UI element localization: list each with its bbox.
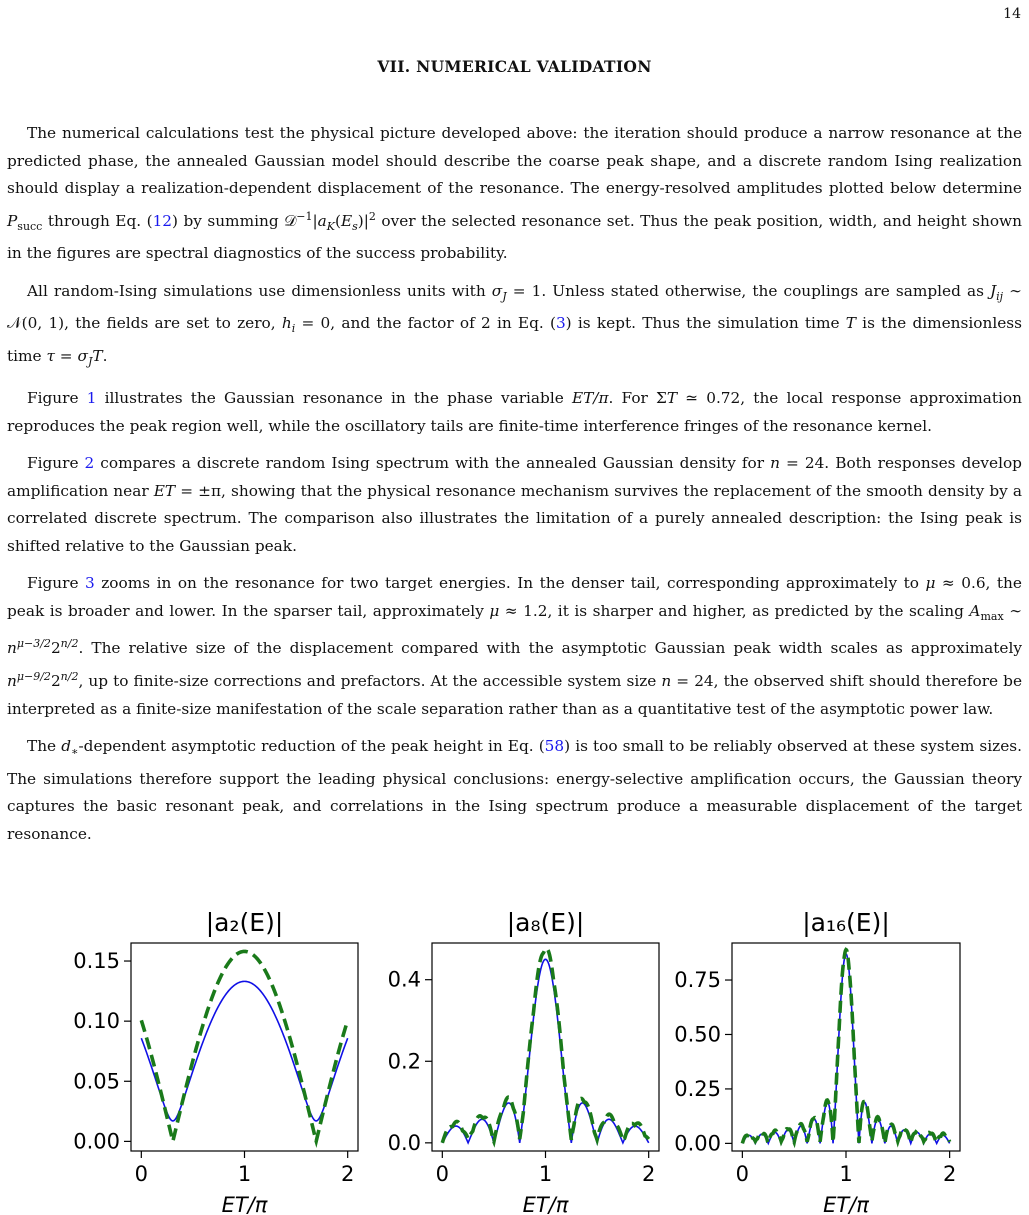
text-run: ≈ 1.2, it is sharper and higher, as predicted by the scaling (499, 601, 970, 620)
text-run: ∗ (71, 745, 79, 759)
paragraph (7, 450, 1022, 560)
body-text (7, 120, 1022, 858)
text-run: ) is kept. Thus the simulation time (565, 314, 846, 333)
text-run: . (102, 346, 108, 365)
paragraph (7, 385, 1022, 440)
text-run: n (7, 639, 17, 658)
page-number: 14 (1003, 6, 1021, 22)
text-run: The (27, 737, 62, 756)
x-tick-label: 2 (942, 1162, 957, 1186)
text-run: | (312, 211, 318, 230)
x-tick-label: 0 (134, 1162, 149, 1186)
x-tick-label: 1 (538, 1162, 553, 1186)
text-run: All random-Ising simulations use dimensionless units with (27, 281, 492, 300)
text-run: n (7, 672, 17, 691)
y-tick-label: 0.4 (387, 967, 421, 992)
text-run: J (502, 289, 507, 303)
equation-reference[interactable]: 3 (555, 314, 566, 333)
text-run: μ−9/2 (16, 669, 51, 683)
text-run: The numerical calculations test the physical picture developed above: the iteration should produce a narrow resonance at the predicted phase, the annealed Gaussian model should describe the coarse peak shape, and a discrete random Ising realization should display a realization-dependent displacement of the resonance. The energy-resolved amplitudes plotted below determine (7, 124, 1022, 197)
text-run: Figure (27, 454, 85, 473)
chart-2 (674, 908, 960, 1215)
plot-frame (432, 943, 659, 1151)
text-run: s (352, 219, 358, 233)
text-run: ( (335, 211, 341, 230)
text-run: = 1. Unless stated otherwise, the couplings are sampled as (506, 281, 990, 300)
text-run: ≈ 0.6, the peak is broader and lower. In the sparser tail, approximately (7, 574, 1022, 620)
text-run: ET (153, 481, 176, 500)
text-run: μ−3/2 (16, 637, 51, 651)
text-run: μ (489, 601, 500, 620)
text-run: max (980, 609, 1004, 623)
text-run: = 24. Both responses develop amplification near (7, 454, 1022, 500)
text-run: succ (17, 219, 43, 233)
y-tick-label: 0.50 (674, 1022, 721, 1047)
text-run: i (291, 322, 296, 336)
x-tick-label: 2 (641, 1162, 656, 1186)
text-run: J (990, 281, 997, 300)
text-run: )| (357, 211, 369, 230)
text-run: = 24, the observed shift should therefore be interpreted as a finite-size manifestation of the scale separation rather than as a quantitative test of the asymptotic power law. (7, 672, 1022, 718)
text-run: 2 (368, 209, 376, 223)
text-run: illustrates the Gaussian resonance in the phase variable (96, 389, 572, 408)
chart-title: |a₁₆(E)| (802, 908, 890, 937)
text-run: J (87, 354, 93, 368)
y-tick-label: 0.00 (73, 1129, 120, 1154)
text-run: K (326, 219, 335, 233)
chart-0 (73, 908, 358, 1215)
text-run: ij (996, 289, 1004, 303)
text-run: a (317, 211, 327, 230)
paragraph (7, 733, 1022, 848)
series-line-1 (442, 948, 648, 1142)
y-tick-label: 0.75 (674, 968, 721, 993)
text-run: τ (46, 346, 55, 365)
text-run: compares a discrete random Ising spectrum with the annealed Gaussian density for (94, 454, 771, 473)
text-run: ≃ 0.72, the local response approximation reproduces the peak region well, while the oscillatory tails are finite-time interference fringes of the resonance kernel. (7, 389, 1022, 435)
equation-reference[interactable]: 1 (86, 389, 97, 408)
text-run: . For Σ (608, 389, 667, 408)
equation-reference[interactable]: 3 (85, 574, 95, 593)
y-tick-label: 0.25 (674, 1076, 721, 1101)
text-run: n (770, 454, 780, 473)
text-run: through Eq. ( (42, 211, 153, 230)
series-line-1 (742, 950, 949, 1144)
x-tick-label: 0 (735, 1162, 750, 1186)
text-run: P (7, 211, 18, 230)
text-run: σ (491, 281, 503, 300)
x-axis-label: ET/π (522, 1193, 569, 1215)
x-tick-label: 0 (435, 1162, 450, 1186)
text-run: 2 (50, 639, 61, 658)
text-run: is the dimensionless time (7, 314, 1022, 365)
series-line-0 (442, 959, 648, 1143)
text-run: ) by summing 𝒟 (172, 211, 297, 230)
text-run: = ±π, showing that the physical resonance mechanism survives the replacement of the smooth density by a correlated discrete spectrum. The comparison also illustrates the limitation of a purely annealed description: the Ising peak is shifted relative to the Gaussian peak. (7, 481, 1022, 555)
text-run: T (845, 314, 856, 333)
text-run: μ (925, 574, 936, 593)
paragraph (7, 120, 1022, 268)
equation-reference[interactable]: 12 (152, 211, 173, 230)
text-run: ∼ (1003, 601, 1023, 620)
equation-reference[interactable]: 2 (84, 454, 95, 473)
series-line-0 (141, 981, 347, 1121)
chart-title: |a₂(E)| (205, 908, 284, 937)
text-run: = 0, and the factor of 2 in Eq. ( (295, 314, 556, 333)
text-run: ET/π (571, 389, 609, 408)
text-run: Figure (27, 574, 86, 593)
series-line-1 (141, 951, 347, 1141)
paragraph (7, 570, 1022, 723)
text-run: = (54, 346, 78, 365)
text-run: over the selected resonance set. Thus the peak position, width, and height shown in the figures are spectral diagnostics of the success probability. (7, 211, 1022, 263)
chart-title: |a₈(E)| (506, 908, 585, 937)
text-run: -dependent asymptotic reduction of the peak height in Eq. ( (78, 737, 545, 756)
text-run: . The relative size of the displacement compared with the asymptotic Gaussian peak width scales as approximately (78, 639, 1022, 658)
x-tick-label: 1 (839, 1162, 853, 1186)
text-run: E (340, 211, 353, 230)
y-tick-label: 0.05 (73, 1069, 120, 1094)
chart-1 (388, 908, 659, 1215)
plot-frame (131, 943, 358, 1151)
text-run: T (92, 346, 103, 365)
text-run: T (666, 389, 678, 408)
x-axis-label: ET/π (221, 1193, 268, 1215)
paragraph (7, 278, 1022, 376)
text-run: Figure (27, 389, 87, 408)
text-run: n (661, 672, 672, 691)
y-tick-label: 0.10 (73, 1009, 120, 1034)
series-line-0 (742, 954, 949, 1143)
text-run: σ (77, 346, 88, 365)
text-run: , up to finite-size corrections and prefactors. At the accessible system size (78, 672, 662, 691)
y-tick-label: 0.00 (674, 1131, 721, 1156)
figure (0, 895, 1029, 1215)
text-run: d (61, 737, 71, 756)
text-run: −1 (296, 209, 313, 223)
equation-reference[interactable]: 58 (544, 737, 565, 756)
text-run: zooms in on the resonance for two target energies. In the denser tail, corresponding approximately to (94, 574, 926, 593)
x-tick-label: 2 (340, 1162, 355, 1186)
y-tick-label: 0.15 (73, 949, 120, 974)
text-run: h (281, 314, 292, 333)
text-run: n/2 (60, 637, 79, 651)
y-tick-label: 0.0 (387, 1130, 421, 1155)
x-axis-label: ET/π (823, 1193, 869, 1215)
text-run: A (969, 601, 981, 620)
text-run: ∼ 𝒩(0, 1), the fields are set to zero, (7, 281, 1022, 333)
plot-frame (732, 943, 960, 1151)
section-title: VII. NUMERICAL VALIDATION (377, 57, 652, 76)
text-run: 2 (50, 672, 61, 691)
text-run: n/2 (60, 669, 79, 683)
x-tick-label: 1 (237, 1162, 252, 1186)
y-tick-label: 0.2 (387, 1049, 421, 1074)
figure-plots (0, 895, 1029, 1215)
text-run: ) is too small to be reliably observed at these system sizes. The simulations therefore support the leading physical conclusions: energy-selective amplification occurs, the Gaussian theory captures the basic resonant peak, and correlations in the Ising spectrum produce a measurable displacement of the target resonance. (7, 737, 1022, 843)
